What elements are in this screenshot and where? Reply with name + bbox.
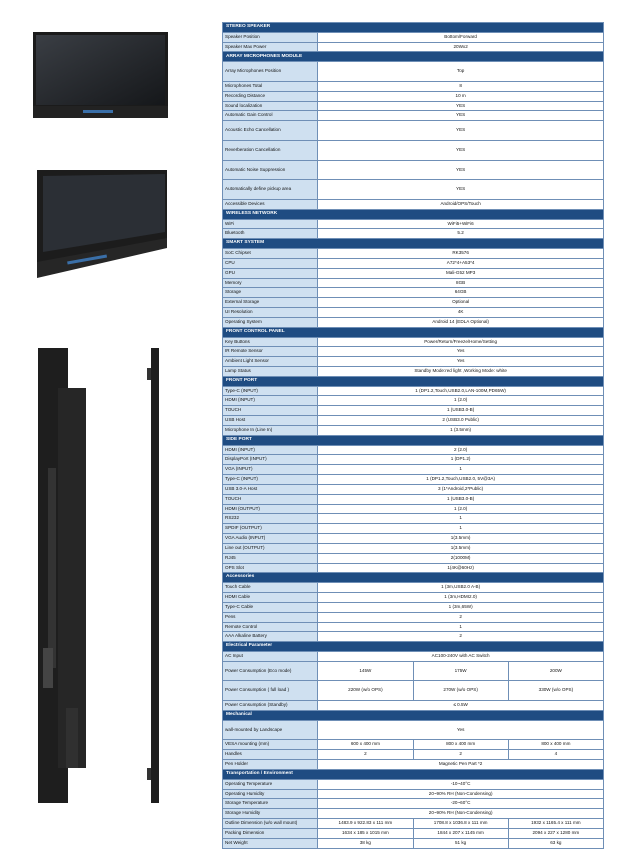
spec-label: Outline Dimension (w/o wall mount): [223, 819, 318, 829]
spec-value: YES: [318, 121, 604, 141]
spec-label: Microphone In (Line In): [223, 425, 318, 435]
spec-value: 1 (DP1.2): [318, 455, 604, 465]
spec-row: [223, 249, 604, 259]
spec-label: Operating Temperature: [223, 779, 318, 789]
spec-row: [223, 543, 604, 553]
section-title: FRONT PORT: [223, 376, 604, 386]
spec-label: Storage: [223, 288, 318, 298]
spec-value: 2: [318, 632, 604, 642]
spec-label: Power Consumption ( full load ): [223, 681, 318, 701]
spec-value: YES: [318, 101, 604, 111]
spec-value: 145W: [318, 661, 413, 681]
spec-row: [223, 396, 604, 406]
spec-value: 270W (w/o OPS): [413, 681, 508, 701]
spec-value: 3 (1*Android,2*Public): [318, 484, 604, 494]
spec-value: 64GB: [318, 288, 604, 298]
spec-value: 8: [318, 81, 604, 91]
spec-row: [223, 317, 604, 327]
spec-value: 1483.9 x 922.83 x 111 mm: [318, 819, 413, 829]
spec-row: [223, 258, 604, 268]
section-title: SIDE PORT: [223, 435, 604, 445]
spec-row: [223, 553, 604, 563]
spec-value: YES: [318, 160, 604, 180]
spec-label: Storage Temperature: [223, 799, 318, 809]
spec-value: 38 kg: [318, 838, 413, 848]
spec-value: 1 (USB3.0-B): [318, 406, 604, 416]
spec-row: [223, 357, 604, 367]
spec-row: [223, 652, 604, 662]
spec-value: 4: [508, 750, 603, 760]
spec-label: AC Input: [223, 652, 318, 662]
spec-row: [223, 278, 604, 288]
spec-label: GPU: [223, 268, 318, 278]
spec-row: [223, 406, 604, 416]
spec-row: [223, 91, 604, 101]
spec-row: [223, 484, 604, 494]
spec-value: YES: [318, 111, 604, 121]
spec-value: Magnetic Pen Part *2: [318, 760, 604, 770]
spec-row: [223, 494, 604, 504]
spec-label: HDMI (OUTPUT): [223, 504, 318, 514]
spec-value: 1 (USB3.0-B): [318, 494, 604, 504]
section-header: [223, 376, 604, 386]
section-header: [223, 435, 604, 445]
spec-row: [223, 563, 604, 573]
spec-value: Android 14 (EDLA Optional): [318, 317, 604, 327]
section-header: [223, 327, 604, 337]
spec-label: SPDIF (OUTPUT): [223, 524, 318, 534]
spec-label: HDMI (INPUT): [223, 445, 318, 455]
spec-row: [223, 465, 604, 475]
spec-value: Yes: [318, 347, 604, 357]
spec-value: 1: [318, 524, 604, 534]
spec-value: 2 (2.0): [318, 445, 604, 455]
spec-label: Pen Holder: [223, 760, 318, 770]
spec-value: 1932 x 1165.4 x 111 mm: [508, 819, 603, 829]
display-edge-icon: [147, 348, 163, 803]
spec-label: VGA (INPUT): [223, 465, 318, 475]
spec-label: OPS Slot: [223, 563, 318, 573]
spec-value: AC100-240V with AC Switch: [318, 652, 604, 662]
spec-row: [223, 42, 604, 52]
spec-row: [223, 298, 604, 308]
spec-label: Key Buttons: [223, 337, 318, 347]
spec-value: 1(3.5mm): [318, 534, 604, 544]
spec-value: YES: [318, 140, 604, 160]
spec-label: TOUCH: [223, 494, 318, 504]
spec-value: 8GB: [318, 278, 604, 288]
section-header: [223, 642, 604, 652]
spec-value: Bottom/Forward: [318, 32, 604, 42]
spec-value: Mali-G52 MP3: [318, 268, 604, 278]
spec-value: 1(4K@60Hz): [318, 563, 604, 573]
spec-value: RK3576: [318, 249, 604, 259]
spec-value: 2(1000M): [318, 553, 604, 563]
section-title: SMART SYSTEM: [223, 239, 604, 249]
spec-row: [223, 701, 604, 711]
spec-value: 1: [318, 465, 604, 475]
spec-row: [223, 416, 604, 426]
spec-label: Operating Humidity: [223, 789, 318, 799]
display-angled-icon: [37, 170, 167, 278]
spec-row: [223, 524, 604, 534]
spec-row: [223, 612, 604, 622]
spec-table: [222, 22, 604, 849]
spec-value: 1 (3m,USB2.0 A-B): [318, 583, 604, 593]
spec-value: 1 (3.5mm): [318, 425, 604, 435]
spec-value: 4K: [318, 308, 604, 318]
spec-value: Top: [318, 62, 604, 82]
spec-label: Type-C (INPUT): [223, 386, 318, 396]
spec-value: 1708.8 x 1036.8 x 111 mm: [413, 819, 508, 829]
section-title: STEREO SPEAKER: [223, 23, 604, 33]
spec-value: 330W (w/o OPS): [508, 681, 603, 701]
spec-label: AAA Alkaline Battery: [223, 632, 318, 642]
spec-label: VESA mounting (mm): [223, 740, 318, 750]
spec-value: 2094 x 227 x 1280 mm: [508, 828, 603, 838]
spec-label: RS232: [223, 514, 318, 524]
section-header: [223, 52, 604, 62]
spec-row: [223, 199, 604, 209]
section-header: [223, 769, 604, 779]
spec-label: DisplayPort (INPUT): [223, 455, 318, 465]
spec-value: 1: [318, 514, 604, 524]
spec-label: RJ45: [223, 553, 318, 563]
spec-value: Optional: [318, 298, 604, 308]
spec-row: [223, 809, 604, 819]
spec-label: VGA Audio (INPUT): [223, 534, 318, 544]
spec-row: [223, 681, 604, 701]
spec-value: 20Wx2: [318, 42, 604, 52]
spec-row: [223, 632, 604, 642]
spec-row: [223, 720, 604, 740]
spec-row: [223, 661, 604, 681]
spec-label: USB 3.0-A Host: [223, 484, 318, 494]
spec-label: Recording Distance: [223, 91, 318, 101]
spec-row: [223, 455, 604, 465]
spec-row: [223, 337, 604, 347]
spec-value: 1: [318, 622, 604, 632]
spec-label: Speaker Max Power: [223, 42, 318, 52]
spec-value: Android/OPS/Touch: [318, 199, 604, 209]
section-title: Electrical Parameter: [223, 642, 604, 652]
spec-value: 2 (USB3.0 Public): [318, 416, 604, 426]
display-side-icon: [28, 348, 93, 803]
spec-label: Speaker Position: [223, 32, 318, 42]
spec-row: [223, 288, 604, 298]
spec-label: Pens: [223, 612, 318, 622]
spec-label: Net Weight: [223, 838, 318, 848]
spec-row: [223, 602, 604, 612]
spec-label: External Storage: [223, 298, 318, 308]
section-title: Accessories: [223, 573, 604, 583]
spec-row: [223, 268, 604, 278]
spec-value: 1 (DP1.2,Touch,USB2.0,LAN-100M,PD65W): [318, 386, 604, 396]
spec-row: [223, 425, 604, 435]
spec-value: 200W: [508, 661, 603, 681]
section-title: Transportation / Environment: [223, 769, 604, 779]
section-header: [223, 239, 604, 249]
spec-value: -10~40°C: [318, 779, 604, 789]
spec-value: ≤ 0.5W: [318, 701, 604, 711]
spec-row: [223, 475, 604, 485]
spec-value: 2: [318, 612, 604, 622]
spec-row: [223, 740, 604, 750]
spec-row: [223, 789, 604, 799]
spec-row: [223, 622, 604, 632]
spec-row: [223, 593, 604, 603]
spec-label: Accessible Devices: [223, 199, 318, 209]
spec-value: 1 (3m,HDMI2.0): [318, 593, 604, 603]
spec-row: [223, 140, 604, 160]
section-title: Mechanical: [223, 710, 604, 720]
spec-label: HDMI (INPUT): [223, 396, 318, 406]
spec-label: IR Remote Sensor: [223, 347, 318, 357]
spec-row: [223, 583, 604, 593]
section-title: FRONT CONTROL PANEL: [223, 327, 604, 337]
spec-label: Microphones Total: [223, 81, 318, 91]
spec-value: 20~90% RH (Non-Condensing): [318, 789, 604, 799]
spec-row: [223, 514, 604, 524]
spec-value: 20~90% RH (Non-Condensing): [318, 809, 604, 819]
spec-label: Handles: [223, 750, 318, 760]
spec-value: 5.2: [318, 229, 604, 239]
spec-label: Automatic Gain Control: [223, 111, 318, 121]
spec-label: Remote Control: [223, 622, 318, 632]
spec-row: [223, 32, 604, 42]
spec-row: [223, 101, 604, 111]
spec-row: [223, 445, 604, 455]
spec-value: Power/Return/Freeze/Home/Setting: [318, 337, 604, 347]
spec-value: 1844 x 207 x 1145 mm: [413, 828, 508, 838]
spec-row: [223, 838, 604, 848]
spec-row: [223, 534, 604, 544]
spec-label: Memory: [223, 278, 318, 288]
spec-label: Storage Humidity: [223, 809, 318, 819]
spec-label: Reverberation Cancellation: [223, 140, 318, 160]
section-title: ARRAY MICROPHONES MODULE: [223, 52, 604, 62]
spec-value: WiFi5+WiFi6: [318, 219, 604, 229]
spec-value: 1(3.5mm): [318, 543, 604, 553]
spec-row: [223, 799, 604, 809]
spec-value: 175W: [413, 661, 508, 681]
spec-value: 51 kg: [413, 838, 508, 848]
spec-label: UI Resolution: [223, 308, 318, 318]
spec-value: 1 (3m,65W): [318, 602, 604, 612]
spec-label: Automatic Noise Suppression: [223, 160, 318, 180]
spec-label: Acoustic Echo Cancellation: [223, 121, 318, 141]
spec-label: USB Host: [223, 416, 318, 426]
spec-row: [223, 779, 604, 789]
spec-value: 1 (DP1.2,Touch,USB2.0, 5V@3A): [318, 475, 604, 485]
spec-row: [223, 366, 604, 376]
spec-label: Line out (OUTPUT): [223, 543, 318, 553]
section-header: [223, 209, 604, 219]
spec-value: YES: [318, 180, 604, 200]
spec-value: 63 kg: [508, 838, 603, 848]
spec-label: Lamp Status: [223, 366, 318, 376]
spec-row: [223, 121, 604, 141]
spec-label: SoC Chipset: [223, 249, 318, 259]
spec-value: 1 (2.0): [318, 396, 604, 406]
spec-label: Array Microphones Position: [223, 62, 318, 82]
spec-value: Yes: [318, 357, 604, 367]
spec-label: Power Consumption (Standby): [223, 701, 318, 711]
spec-value: Standby Mode:red light ,Working Mode: white: [318, 366, 604, 376]
spec-value: -20~60°C: [318, 799, 604, 809]
spec-value: 10 m: [318, 91, 604, 101]
spec-label: Automatically define pickup area: [223, 180, 318, 200]
spec-row: [223, 160, 604, 180]
spec-label: TOUCH: [223, 406, 318, 416]
spec-label: Sound localization: [223, 101, 318, 111]
spec-label: CPU: [223, 258, 318, 268]
spec-value: 1634 x 185 x 1015 mm: [318, 828, 413, 838]
spec-row: [223, 219, 604, 229]
spec-row: [223, 81, 604, 91]
spec-value: A72*4+A53*4: [318, 258, 604, 268]
spec-row: [223, 111, 604, 121]
spec-row: [223, 819, 604, 829]
spec-row: [223, 180, 604, 200]
spec-row: [223, 386, 604, 396]
spec-row: [223, 62, 604, 82]
spec-label: WiFi: [223, 219, 318, 229]
spec-label: Ambient Light Sensor: [223, 357, 318, 367]
spec-value: 220W (w/o OPS): [318, 681, 413, 701]
section-header: [223, 23, 604, 33]
spec-row: [223, 750, 604, 760]
spec-row: [223, 229, 604, 239]
spec-label: HDMI Cable: [223, 593, 318, 603]
spec-value: Yes: [318, 720, 604, 740]
spec-row: [223, 504, 604, 514]
spec-value: 800 x 400 mm: [508, 740, 603, 750]
spec-value: 600 x 400 mm: [318, 740, 413, 750]
spec-value: 1 (2.0): [318, 504, 604, 514]
spec-label: Operating System: [223, 317, 318, 327]
spec-label: Bluetooth: [223, 229, 318, 239]
spec-row: [223, 347, 604, 357]
spec-row: [223, 308, 604, 318]
spec-value: 800 x 400 mm: [413, 740, 508, 750]
spec-value: 2: [413, 750, 508, 760]
spec-label: Type-C (INPUT): [223, 475, 318, 485]
spec-label: Power Consumption (Eco mode): [223, 661, 318, 681]
spec-label: Type-C Cable: [223, 602, 318, 612]
display-front-icon: [33, 32, 168, 118]
spec-row: [223, 760, 604, 770]
spec-row: [223, 828, 604, 838]
spec-label: Touch Cable: [223, 583, 318, 593]
spec-label: Packing Dimension: [223, 828, 318, 838]
section-header: [223, 710, 604, 720]
section-title: WIRELESS NETWORK: [223, 209, 604, 219]
spec-value: 2: [318, 750, 413, 760]
spec-label: wall-mounted by Landscape: [223, 720, 318, 740]
section-header: [223, 573, 604, 583]
